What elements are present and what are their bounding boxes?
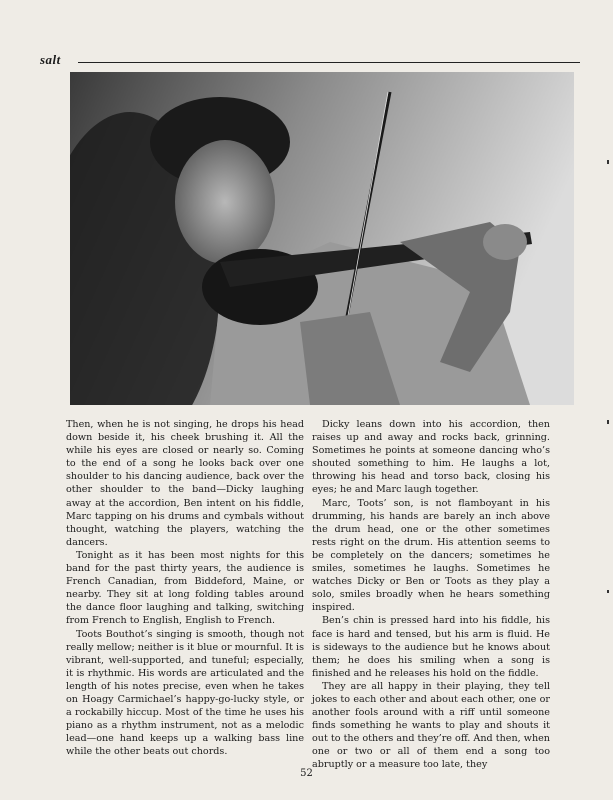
edge-mark bbox=[607, 590, 609, 593]
edge-mark bbox=[607, 160, 609, 164]
text-column-left bbox=[66, 418, 304, 758]
paragraph: Ben’s chin is pressed hard into his fiddle, his face is hard and tensed, but his arm is fluid. He is sideways to the audience but he knows about them; he does his smiling when a song is finished and he releases his hold on the fiddle. bbox=[312, 615, 550, 679]
paragraph: Tonight as it has been most nights for this band for the past thirty years, the audience is French Canadian, from Biddeford, Maine, or nearby. They sit at long folding tables around the dance floor laughing and talking, switching from French to English, English to French. bbox=[66, 549, 304, 627]
violinist-photo bbox=[70, 72, 574, 405]
edge-mark bbox=[607, 420, 609, 424]
paragraph: Then, when he is not singing, he drops his head down beside it, his cheek brushing it. All the while his eyes are closed or nearly so. Coming to the end of a song he looks back over one shoulder to his dancing audience, back over the other shoulder to the band—Dicky laughing away at the accordion, Ben intent on his fiddle, Marc tapping on his drums and cymbals without thought, watching the players, watching the dancers. bbox=[66, 419, 304, 548]
page-number: 52 bbox=[300, 768, 313, 779]
running-header bbox=[40, 52, 580, 68]
paragraph: Toots Bouthot’s singing is smooth, though not really mellow; neither is it blue or mournful. It is vibrant, well-supported, and tuneful; especially, it is rhythmic. His words are articulated and the length of his notes precise, even when he takes on Hoagy Carmichael’s happy-go-lucky style, or a rockabilly hiccup. Most of the time he uses his piano as a rhythm instrument, not as a melodic lead—one hand keeps up a walking bass line while the other beats out chords. bbox=[66, 628, 304, 758]
header-rule bbox=[78, 62, 580, 63]
text-column-right bbox=[312, 418, 550, 772]
magazine-name: salt bbox=[40, 52, 61, 67]
paragraph: Marc, Toots’ son, is not flamboyant in his drumming, his hands are barely an inch above the drum head, one or the other sometimes rests right on the drum. His attention seems to be completely on the dancers; sometimes he smiles, sometimes he laughs. Sometimes he watches Dicky or Ben or Toots as they play a solo, smiles broadly when he hears something inspired. bbox=[312, 497, 550, 614]
paragraph: Dicky leans down into his accordion, then raises up and away and rocks back, grinning. Sometimes he points at someone dancing who’s shouted something to him. He laughs a lot, throwing his head and torso back, closing his eyes; he and Marc laugh together. bbox=[312, 419, 550, 496]
paragraph: They are all happy in their playing, they tell jokes to each other and about each other, one or another fools around with a riff until someone finds something he wants to play and shouts it out to the others and they’re off. And then, when one or two or all of them end a song too abruptly or a measure too late, they bbox=[312, 680, 550, 771]
violinist-photo-icon bbox=[70, 72, 574, 405]
